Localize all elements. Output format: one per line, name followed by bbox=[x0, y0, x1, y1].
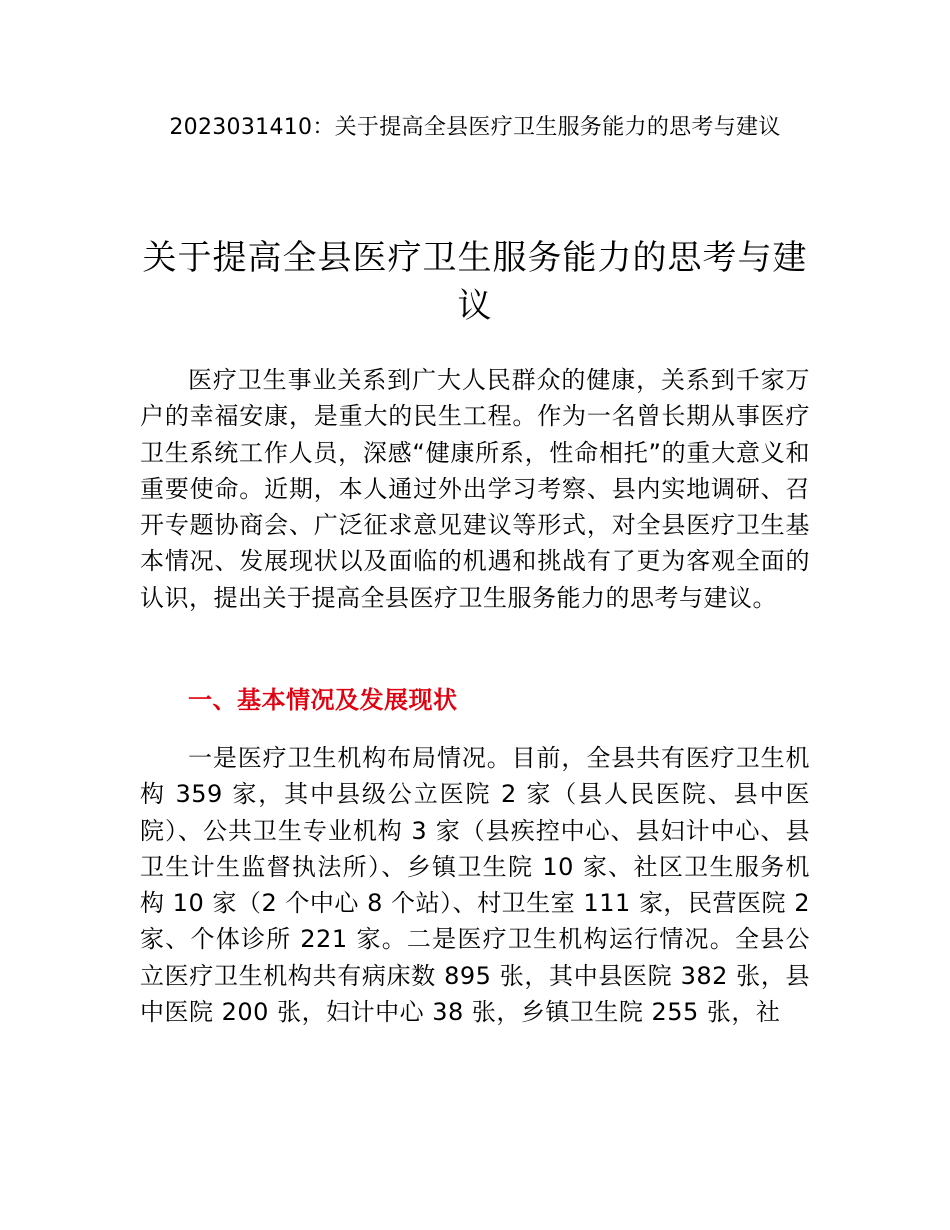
section-1-paragraph: 一是医疗卫生机构布局情况。目前，全县共有医疗卫生机构 359 家，其中县级公立医院 2 家（县人民医院、县中医院）、公共卫生专业机构 3 家（县疾控中心、县妇计中心、县卫生计生监督执法所）、乡镇卫生院 10 家、社区卫生服务机构 10 家（2 个中心 8 个站）、村卫生室 111 家，民营医院 2 家、个体诊所 221 家。二是医疗卫生机构运行情况。全县公立医疗卫生机构共有病床数 895 张，其中县医院 382 张，县中医院 200 张，妇计中心 38 张，乡镇卫生院 255 张，社 bbox=[140, 744, 810, 1027]
intro-paragraph: 医疗卫生事业关系到广大人民群众的健康，关系到千家万户的幸福安康，是重大的民生工程。作为一名曾长期从事医疗卫生系统工作人员，深感“健康所系，性命相托”的重大意义和重要使命。近期，本人通过外出学习考察、县内实地调研、召开专题协商会、广泛征求意见建议等形式，对全县医疗卫生基本情况、发展现状以及面临的机遇和挑战有了更为客观全面的认识，提出关于提高全县医疗卫生服务能力的思考与建议。 bbox=[140, 366, 810, 612]
section-heading-1: 一、基本情况及发展现状 bbox=[188, 686, 458, 714]
document-header: 2023031410：关于提高全县医疗卫生服务能力的思考与建议 bbox=[169, 115, 781, 140]
document-title: 关于提高全县医疗卫生服务能力的思考与建议 bbox=[142, 238, 808, 326]
